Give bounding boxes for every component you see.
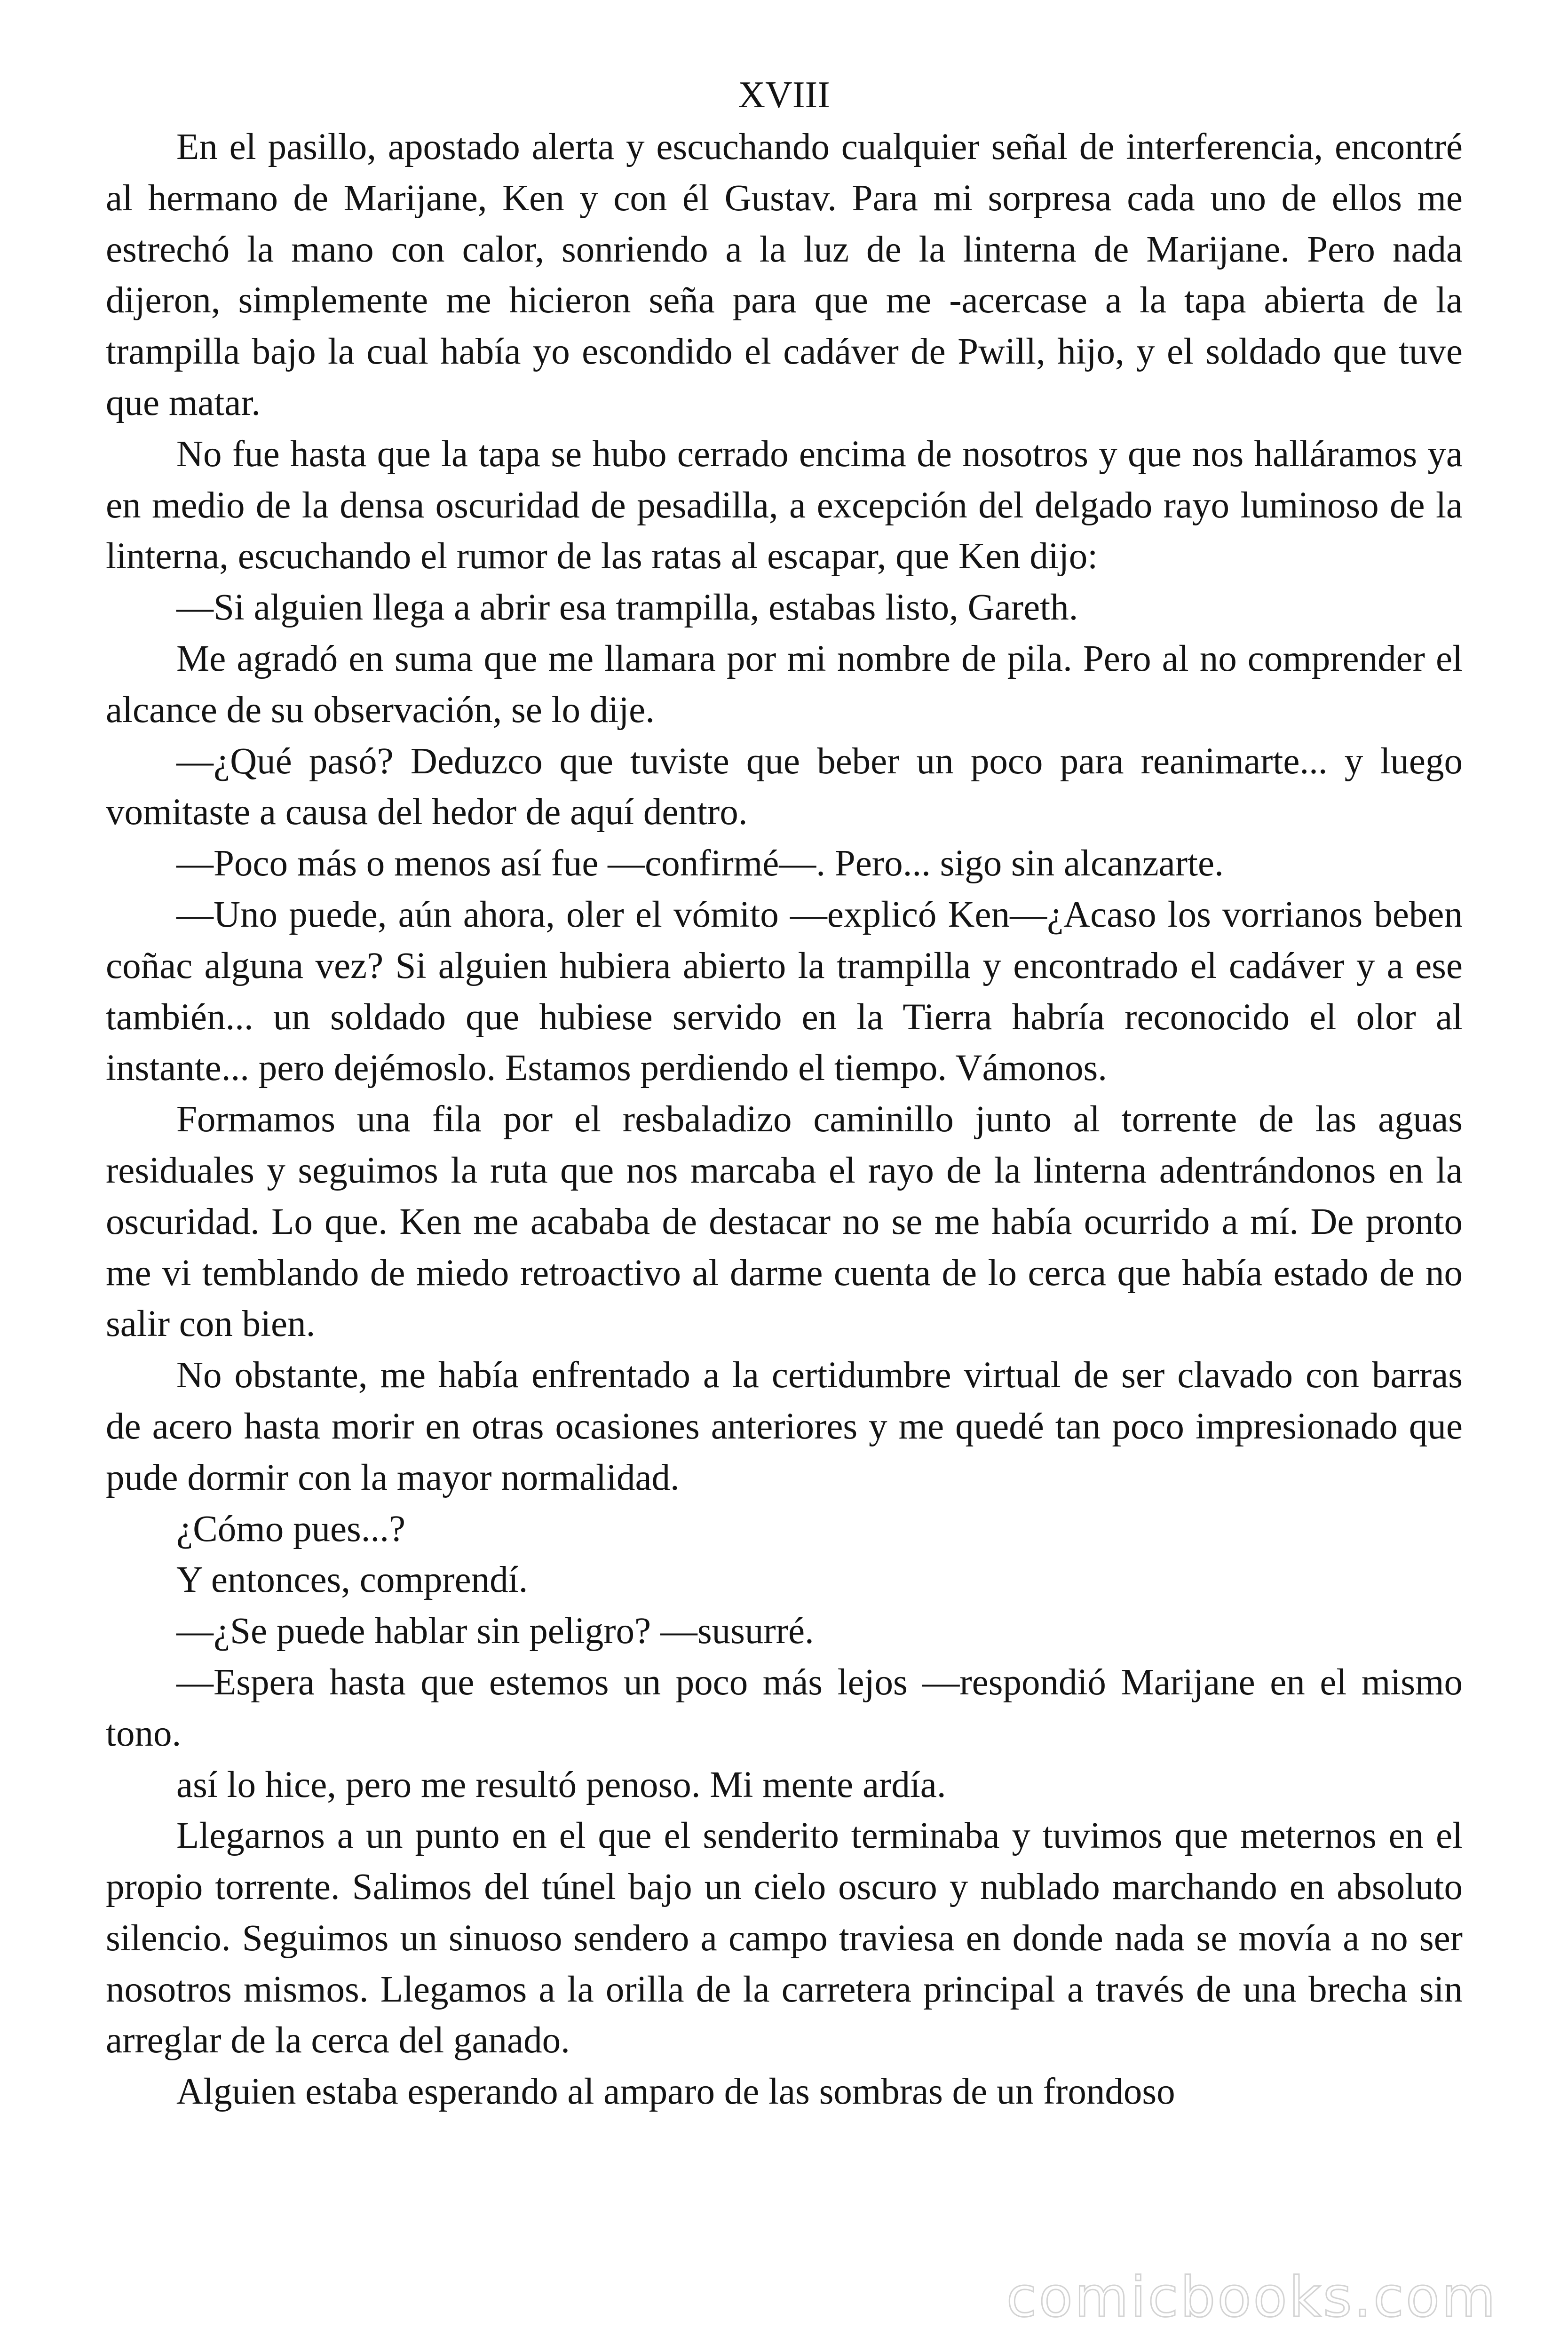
paragraph: Y entonces, comprendí. [176,1559,528,1601]
body-text [106,122,1463,2118]
paragraph: Me agradó en suma que me llamara por mi nombre de pila. Pero al no comprender el alcance de su observación, se lo dije. [106,638,1463,731]
paragraph: —Uno puede, aún ahora, oler el vómito —explicó Ken—¿Acaso los vorrianos beben coñac alguna vez? Si alguien hubiera abierto la trampilla y encontrado el cadáver y a ese también... un soldado que hubiese servido en la Tierra habría reconocido el olor al instante... pero dejémoslo. Estamos perdiendo el tiempo. Vámonos. [106,894,1463,1089]
paragraph: Formamos una fila por el resbaladizo caminillo junto al torrente de las aguas residuales y seguimos la ruta que nos marcaba el rayo de la linterna adentrándonos en la oscuridad. Lo que. Ken me acababa de destacar no se me había ocurrido a mí. De pronto me vi temblando de miedo retroactivo al darme cuenta de lo cerca que había estado de no salir con bien. [106,1099,1463,1345]
paragraph: ¿Cómo pues...? [176,1508,406,1549]
paragraph: No obstante, me había enfrentado a la certidumbre virtual de ser clavado con barras de acero hasta morir en otras ocasiones anteriores y me quedé tan poco impresionado que pude dormir con la mayor normalidad. [106,1355,1463,1498]
paragraph: así lo hice, pero me resultó penoso. Mi mente ardía. [176,1764,946,1805]
paragraph: No fue hasta que la tapa se hubo cerrado encima de nosotros y que nos halláramos ya en medio de la densa oscuridad de pesadilla, a excepción del delgado rayo luminoso de la linterna, escuchando el rumor de las ratas al escapar, que Ken dijo: [106,433,1463,577]
watermark: comicbooks.com [1006,2265,1497,2329]
paragraph: —¿Qué pasó? Deduzco que tuviste que beber un poco para reanimarte... y luego vomitaste a causa del hedor de aquí dentro. [106,740,1463,833]
paragraph: —¿Se puede hablar sin peligro? —susurré. [176,1611,814,1652]
paragraph: —Si alguien llega a abrir esa trampilla, estabas listo, Gareth. [176,587,1078,628]
chapter-title: XVIII [738,74,830,116]
paragraph: —Poco más o menos así fue —confirmé—. Pero... sigo sin alcanzarte. [176,843,1224,884]
paragraph: En el pasillo, apostado alerta y escuchando cualquier señal de interferencia, encontré al hermano de Marijane, Ken y con él Gustav. Para mi sorpresa cada uno de ellos me estrechó la mano con calor, sonriendo a la luz de la linterna de Marijane. Pero nada dijeron, simplemente me hicieron seña para que me -acercase a la tapa abierta de la trampilla bajo la cual había yo escondido el cadáver de Pwill, hijo, y el soldado que tuve que matar. [106,127,1463,423]
paragraph: Llegarnos a un punto en el que el senderito terminaba y tuvimos que meternos en el propio torrente. Salimos del túnel bajo un cielo oscuro y nublado marchando en absoluto silencio. Seguimos un sinuoso sendero a campo traviesa en donde nada se movía a no ser nosotros mismos. Llegamos a la orilla de la carretera principal a través de una brecha sin arreglar de la cerca del ganado. [106,1815,1463,2061]
paragraph: —Espera hasta que estemos un poco más lejos —respondió Marijane en el mismo tono. [106,1661,1463,1754]
paragraph: Alguien estaba esperando al amparo de las sombras de un frondoso [176,2071,1175,2113]
